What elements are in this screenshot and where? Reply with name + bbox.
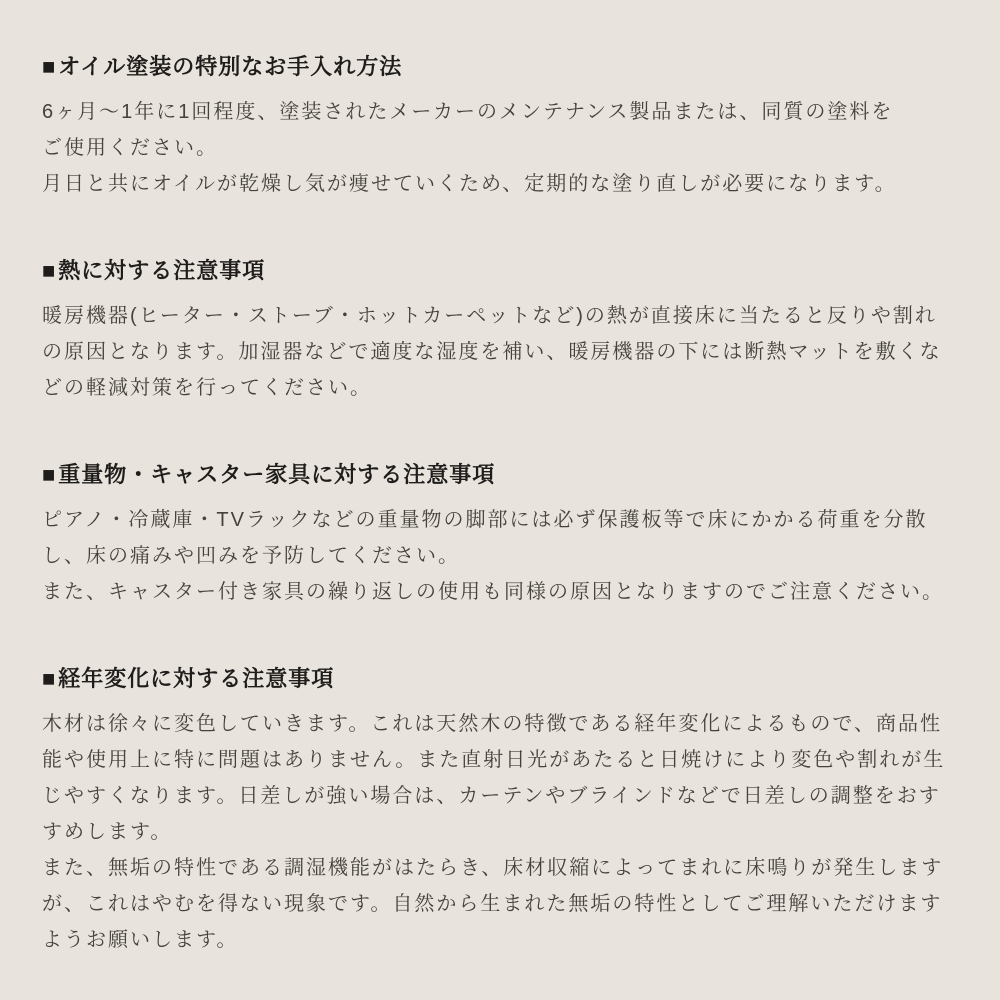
body-line: 月日と共にオイルが乾燥し気が痩せていくため、定期的な塗り直しが必要になります。	[42, 173, 897, 195]
section-heavy-items-caution	[42, 460, 960, 610]
body-line: すめします。	[42, 821, 173, 843]
section-heading	[42, 460, 960, 490]
body-line: 6ヶ月〜1年に1回程度、塗装されたメーカーのメンテナンス製品または、同質の塗料を	[42, 101, 894, 123]
body-line: の原因となります。加湿器などで適度な湿度を補い、暖房機器の下には断熱マットを敷くな	[42, 341, 942, 363]
body-line: また、キャスター付き家具の繰り返しの使用も同様の原因となりますのでご注意ください。	[42, 581, 944, 603]
square-bullet-icon: ■	[42, 258, 57, 283]
body-line: どの軽減対策を行ってください。	[42, 377, 372, 399]
section-heading	[42, 256, 960, 286]
body-line: が、これはやむを得ない現象です。自然から生まれた無垢の特性としてご理解いただけます	[42, 893, 943, 915]
body-line: し、床の痛みや凹みを予防してください。	[42, 545, 460, 567]
square-bullet-icon: ■	[42, 54, 57, 79]
section-heading-text: オイル塗装の特別なお手入れ方法	[58, 54, 403, 79]
body-line: ピアノ・冷蔵庫・TVラックなどの重量物の脚部には必ず保護板等で床にかかる荷重を分散	[42, 509, 928, 531]
section-heat-caution	[42, 256, 960, 406]
body-line: 暖房機器(ヒーター・ストーブ・ホットカーペットなど)の熱が直接床に当たると反りや割れ	[42, 305, 937, 327]
square-bullet-icon: ■	[42, 462, 57, 487]
section-heading-text: 重量物・キャスター家具に対する注意事項	[58, 462, 496, 487]
section-aging-caution	[42, 664, 960, 958]
section-heading	[42, 52, 960, 82]
section-heading-text: 熱に対する注意事項	[58, 258, 266, 283]
body-line: 木材は徐々に変色していきます。これは天然木の特徴である経年変化によるもので、商品性	[42, 713, 942, 735]
body-line: 能や使用上に特に問題はありません。また直射日光があたると日焼けにより変色や割れが生	[42, 749, 946, 771]
section-heading	[42, 664, 960, 694]
square-bullet-icon: ■	[42, 666, 57, 691]
section-heading-text: 経年変化に対する注意事項	[58, 666, 335, 691]
body-line: ご使用ください。	[42, 137, 218, 159]
body-line: じやすくなります。日差しが強い場合は、カーテンやブラインドなどで日差しの調整をおす	[42, 785, 941, 807]
section-oil-finish-care	[42, 52, 960, 202]
body-line: ようお願いします。	[42, 929, 239, 951]
body-line: また、無垢の特性である調湿機能がはたらき、床材収縮によってまれに床鳴りが発生します	[42, 857, 944, 879]
